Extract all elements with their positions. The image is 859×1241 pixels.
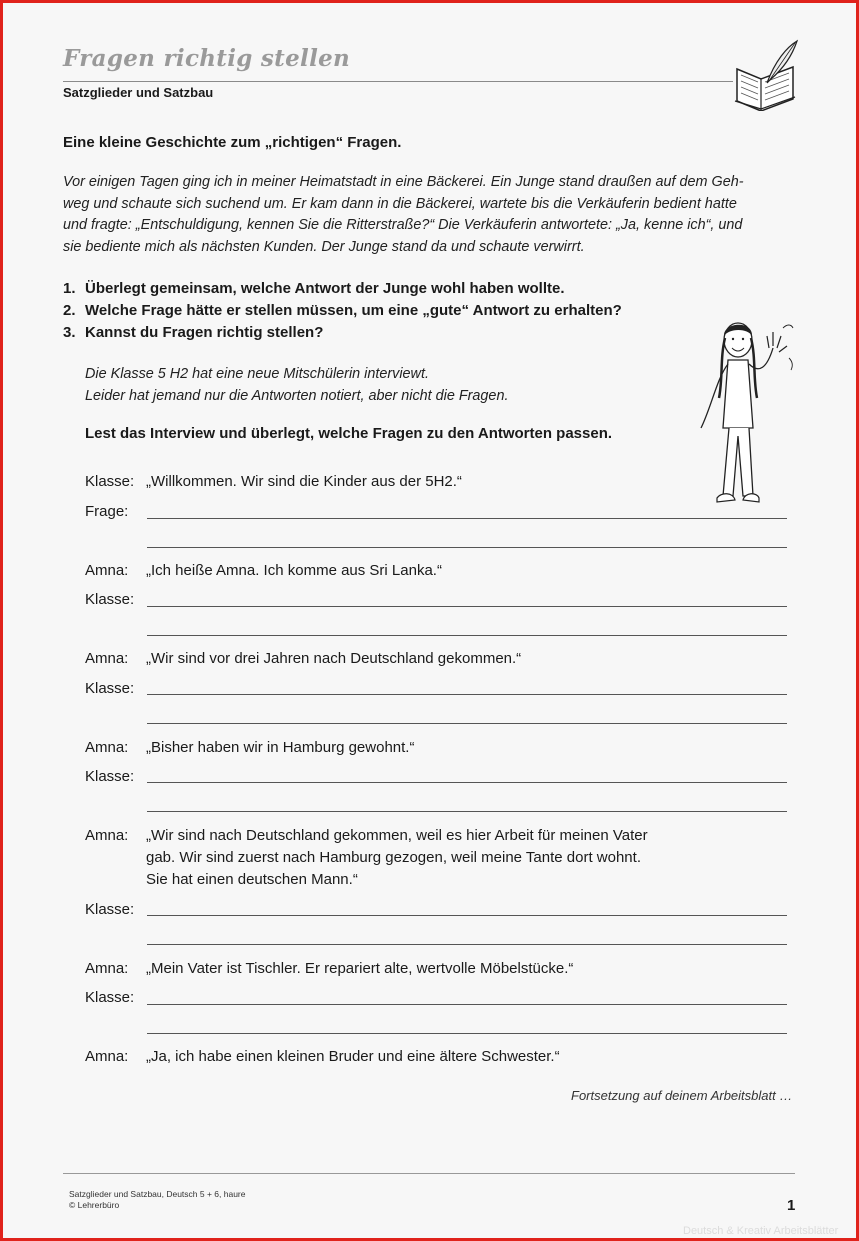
task-number: 2. [63,302,76,319]
utterance-line: gab. Wir sind zuerst nach Hamburg gezogen, weil meine Tante dort wohnt. [146,849,641,866]
speaker-label: Amna: [85,960,129,977]
speaker-label: Klasse: [85,591,135,608]
story-heading: Eine kleine Geschichte zum „richtigen“ Fragen. [63,134,402,151]
story-line: und fragte: „Entschuldigung, kennen Sie die Ritterstraße?“ Die Verkäuferin antwortete: „Ja, kenne ich“, und [63,217,743,234]
story-paragraph [63,172,798,259]
answer-line[interactable] [147,723,787,724]
speaker-label: Klasse: [85,768,135,785]
utterance [146,825,746,891]
speaker-label: Amna: [85,1048,129,1065]
answer-line[interactable] [147,915,787,916]
footer-divider [63,1173,795,1174]
speaker-label: Klasse: [85,680,135,697]
speaker-label: Klasse: [85,901,135,918]
answer-line[interactable] [147,635,787,636]
interview-intro [85,363,508,407]
story-line: sie bediente mich als nächsten Kunden. Der Junge stand da und schaute verwirrt. [63,239,585,256]
watermark: Deutsch & Kreativ Arbeitsblätter [683,1225,839,1237]
answer-line[interactable] [147,694,787,695]
header-divider [63,81,733,82]
utterance: „Ja, ich habe einen kleinen Bruder und eine ältere Schwester.“ [146,1048,560,1065]
speaker-label: Amna: [85,562,129,579]
utterance: „Mein Vater ist Tischler. Er repariert alte, wertvolle Möbelstücke.“ [146,960,574,977]
continuation-note: Fortsetzung auf deinem Arbeitsblatt … [571,1088,793,1103]
speaker-label: Frage: [85,503,129,520]
footer-line: © Lehrerbüro [69,1200,120,1210]
intro-line: Leider hat jemand nur die Antworten notiert, aber nicht die Fragen. [85,388,509,404]
task-list [63,278,622,344]
speaker-label: Amna: [85,650,129,667]
task-item [63,322,622,344]
speaker-label: Klasse: [85,473,135,490]
task-text: Überlegt gemeinsam, welche Antwort der Junge wohl haben wollte. [85,280,565,297]
answer-line[interactable] [147,782,787,783]
answer-line[interactable] [147,518,787,519]
answer-line[interactable] [147,811,787,812]
answer-line[interactable] [147,606,787,607]
page-number: 1 [787,1197,796,1214]
interview-instruction: Lest das Interview und überlegt, welche Fragen zu den Antworten passen. [85,425,613,442]
footer-credits [69,1189,246,1211]
task-number: 1. [63,280,76,297]
speaker-label: Amna: [85,827,129,844]
task-text: Welche Frage hätte er stellen müssen, um eine „gute“ Antwort zu erhalten? [85,302,622,319]
header-subtitle: Satzglieder und Satzbau [63,85,214,100]
speaker-label: Klasse: [85,989,135,1006]
utterance-line: Sie hat einen deutschen Mann.“ [146,871,358,888]
task-text: Kannst du Fragen richtig stellen? [85,324,324,341]
utterance: „Bisher haben wir in Hamburg gewohnt.“ [146,739,415,756]
answer-line[interactable] [147,1004,787,1005]
answer-line[interactable] [147,944,787,945]
task-item [63,300,622,322]
utterance-line: „Wir sind nach Deutschland gekommen, weil es hier Arbeit für meinen Vater [146,827,648,844]
footer-line: Satzglieder und Satzbau, Deutsch 5 + 6, haure [69,1189,246,1199]
task-number: 3. [63,324,76,341]
answer-line[interactable] [147,1033,787,1034]
speaker-label: Amna: [85,739,129,756]
intro-line: Die Klasse 5 H2 hat eine neue Mitschülerin interviewt. [85,366,429,382]
utterance: „Willkommen. Wir sind die Kinder aus der 5H2.“ [146,473,462,490]
story-line: Vor einigen Tagen ging ich in meiner Heimatstadt in eine Bäckerei. Ein Junge stand draußen auf dem Geh- [63,174,744,190]
utterance: „Wir sind vor drei Jahren nach Deutschland gekommen.“ [146,650,522,667]
utterance: „Ich heiße Amna. Ich komme aus Sri Lanka.“ [146,562,442,579]
task-item [63,278,622,300]
book-with-quill-icon [731,39,799,111]
story-line: weg und schaute sich suchend um. Er kam dann in die Bäckerei, wartete bis die Verkäuferin bedient hatte [63,195,737,212]
answer-line[interactable] [147,547,787,548]
header-title: Fragen richtig stellen [63,45,351,72]
